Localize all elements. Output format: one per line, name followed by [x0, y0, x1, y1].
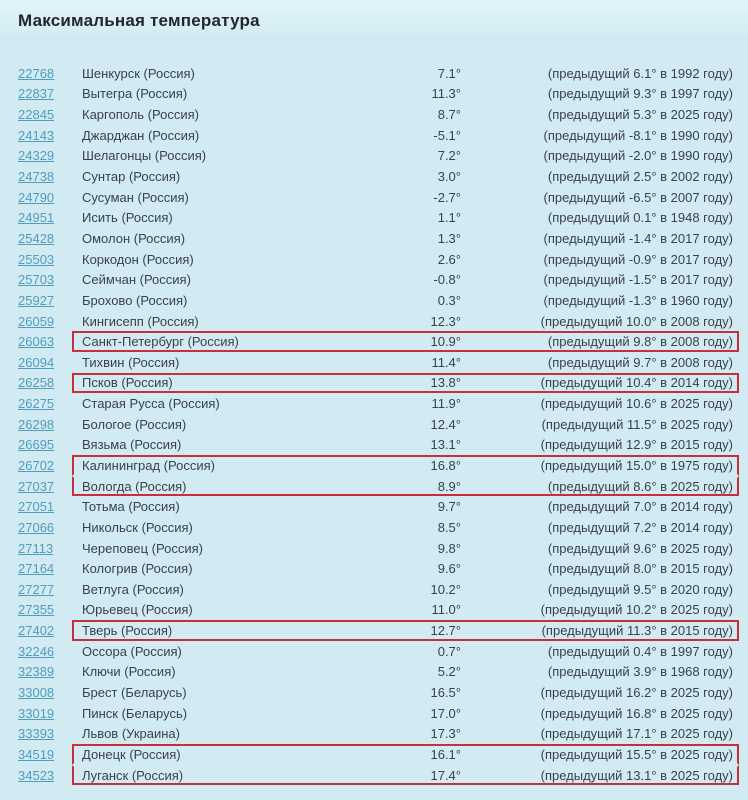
station-name: Юрьевец (Россия) — [82, 602, 193, 618]
row-content — [72, 311, 739, 332]
station-id-link[interactable]: 27051 — [18, 499, 55, 515]
station-id-link[interactable]: 24143 — [18, 127, 55, 143]
station-id-link[interactable]: 27113 — [18, 540, 54, 556]
table-row — [0, 331, 748, 352]
station-id-cell — [0, 104, 72, 125]
station-id-link[interactable]: 25703 — [18, 272, 55, 288]
station-name: Донецк (Россия) — [82, 746, 181, 762]
table-row — [0, 269, 748, 290]
station-prev-record: (предыдущий 9.7° в 2008 году) — [547, 354, 733, 370]
station-id-link[interactable]: 32389 — [18, 664, 55, 680]
station-id-cell — [0, 682, 72, 703]
station-id-link[interactable]: 26275 — [18, 396, 55, 412]
station-id-cell — [0, 228, 72, 249]
row-content — [72, 104, 739, 125]
station-id-cell — [0, 724, 72, 745]
station-prev-record: (предыдущий 12.9° в 2015 году) — [540, 437, 733, 453]
station-id-link[interactable]: 26059 — [18, 313, 55, 329]
table-row — [0, 104, 748, 125]
table-row — [0, 455, 748, 476]
station-id-link[interactable]: 34523 — [18, 767, 55, 783]
station-name: Сусуман (Россия) — [82, 189, 189, 205]
record-highlight-box — [72, 744, 739, 765]
station-prev-record: (предыдущий 15.5° в 2025 году) — [540, 746, 733, 762]
row-content — [72, 579, 739, 600]
station-prev-record: (предыдущий 7.2° в 2014 году) — [547, 519, 733, 535]
station-id-link[interactable]: 27164 — [18, 561, 55, 577]
station-name: Тверь (Россия) — [82, 623, 173, 639]
station-temp: 7.2° — [437, 148, 461, 164]
table-row — [0, 290, 748, 311]
table-row — [0, 496, 748, 517]
station-temp: 17.4° — [430, 767, 461, 783]
station-name: Череповец (Россия) — [82, 540, 203, 556]
station-id-cell — [0, 662, 72, 683]
station-id-cell — [0, 290, 72, 311]
table-row — [0, 84, 748, 105]
station-name: Вологда (Россия) — [82, 478, 187, 494]
station-prev-record: (предыдущий 8.6° в 2025 году) — [547, 478, 733, 494]
station-prev-record: (предыдущий -8.1° в 1990 году) — [543, 127, 733, 143]
table-row — [0, 744, 748, 765]
station-id-cell — [0, 414, 72, 435]
station-name: Шенкурск (Россия) — [82, 65, 195, 81]
table-row — [0, 435, 748, 456]
station-prev-record: (предыдущий 9.8° в 2008 году) — [547, 334, 733, 350]
record-highlight-box — [72, 455, 739, 476]
station-temp: 9.6° — [437, 561, 461, 577]
station-prev-record: (предыдущий 10.2° в 2025 году) — [540, 602, 733, 618]
station-id-cell — [0, 311, 72, 332]
station-id-cell — [0, 393, 72, 414]
station-prev-record: (предыдущий 0.1° в 1948 году) — [547, 210, 733, 226]
row-content — [72, 207, 739, 228]
station-temp: 8.9° — [437, 478, 461, 494]
table-row — [0, 373, 748, 394]
station-temp: 9.7° — [437, 499, 461, 515]
table-row — [0, 146, 748, 167]
table-row — [0, 682, 748, 703]
station-temp: -5.1° — [433, 127, 461, 143]
station-temp: 8.5° — [437, 519, 461, 535]
record-highlight-box — [72, 620, 739, 641]
station-prev-record: (предыдущий 10.4° в 2014 году) — [540, 375, 733, 391]
row-content — [72, 703, 739, 724]
station-temp: 10.9° — [430, 334, 461, 350]
row-content — [72, 496, 739, 517]
table-row — [0, 476, 748, 497]
station-id-link[interactable]: 26094 — [18, 354, 55, 370]
station-name: Коркодон (Россия) — [82, 251, 194, 267]
station-temp: 11.4° — [431, 354, 461, 370]
table-row — [0, 600, 748, 621]
station-prev-record: (предыдущий 5.3° в 2025 году) — [547, 107, 733, 123]
station-name: Луганск (Россия) — [82, 767, 184, 783]
station-name: Исить (Россия) — [82, 210, 173, 226]
station-id-link[interactable]: 33393 — [18, 726, 55, 742]
station-temp: 16.5° — [430, 685, 461, 701]
station-id-cell — [0, 558, 72, 579]
table-row — [0, 125, 748, 146]
station-temp: 3.0° — [437, 169, 461, 185]
row-content — [72, 228, 739, 249]
station-id-link[interactable]: 22768 — [18, 65, 55, 81]
table-row — [0, 207, 748, 228]
station-id-cell — [0, 249, 72, 270]
station-id-cell — [0, 600, 72, 621]
table-row — [0, 63, 748, 84]
station-id-link[interactable]: 25503 — [18, 251, 55, 267]
station-temp: 5.2° — [437, 664, 461, 680]
station-id-link[interactable]: 32246 — [18, 643, 55, 659]
station-id-link[interactable]: 24738 — [18, 169, 55, 185]
station-prev-record: (предыдущий 9.5° в 2020 году) — [547, 581, 733, 597]
station-id-cell — [0, 125, 72, 146]
record-highlight-box — [72, 476, 739, 497]
station-temp: 12.3° — [430, 313, 461, 329]
station-prev-record: (предыдущий -1.5° в 2017 году) — [543, 272, 733, 288]
station-id-link[interactable]: 33019 — [18, 705, 55, 721]
station-id-link[interactable]: 24951 — [18, 210, 55, 226]
station-prev-record: (предыдущий 3.9° в 1968 году) — [547, 664, 733, 680]
station-temp: 9.8° — [437, 540, 461, 556]
station-id-link[interactable]: 24790 — [18, 189, 55, 205]
row-content — [72, 435, 739, 456]
row-content — [72, 600, 739, 621]
station-id-cell — [0, 620, 72, 641]
station-temp: 8.7° — [437, 107, 461, 123]
station-id-link[interactable]: 25428 — [18, 230, 55, 246]
station-id-cell — [0, 63, 72, 84]
station-id-cell — [0, 579, 72, 600]
station-temp: -2.7° — [433, 189, 461, 205]
row-content — [72, 517, 739, 538]
station-id-cell — [0, 703, 72, 724]
row-content — [72, 538, 739, 559]
station-prev-record: (предыдущий 9.3° в 1997 году) — [547, 86, 733, 102]
station-id-link[interactable]: 27277 — [18, 581, 55, 597]
station-prev-record: (предыдущий 8.0° в 2015 году) — [547, 561, 733, 577]
station-id-cell — [0, 187, 72, 208]
table-row — [0, 414, 748, 435]
station-prev-record: (предыдущий -0.9° в 2017 году) — [543, 251, 733, 267]
station-id-cell — [0, 166, 72, 187]
station-id-cell — [0, 517, 72, 538]
station-id-link[interactable]: 24329 — [18, 148, 55, 164]
station-temp: 12.4° — [430, 416, 461, 432]
station-id-link[interactable]: 26702 — [18, 457, 55, 473]
page-title: Максимальная температура — [18, 11, 260, 30]
station-name: Никольск (Россия) — [82, 519, 193, 535]
station-name: Санкт-Петербург (Россия) — [82, 334, 239, 350]
row-content — [72, 166, 739, 187]
station-name: Шелагонцы (Россия) — [82, 148, 207, 164]
station-prev-record: (предыдущий 16.2° в 2025 году) — [540, 685, 733, 701]
station-id-cell — [0, 331, 72, 352]
station-prev-record: (предыдущий 0.4° в 1997 году) — [547, 643, 733, 659]
station-temp: 16.8° — [430, 457, 461, 473]
station-id-link[interactable]: 27066 — [18, 519, 55, 535]
station-id-cell — [0, 146, 72, 167]
table-row — [0, 249, 748, 270]
station-prev-record: (предыдущий -1.4° в 2017 году) — [543, 230, 733, 246]
row-content — [72, 290, 739, 311]
station-temp: 12.7° — [430, 623, 461, 639]
station-name: Омолон (Россия) — [82, 230, 186, 246]
station-temp: 11.0° — [431, 602, 461, 618]
row-content — [72, 249, 739, 270]
station-temp: 1.1° — [437, 210, 461, 226]
table-row — [0, 393, 748, 414]
row-content — [72, 393, 739, 414]
station-id-link[interactable]: 26063 — [18, 334, 55, 350]
row-content — [72, 146, 739, 167]
station-name: Джарджан (Россия) — [82, 127, 200, 143]
table-row — [0, 311, 748, 332]
station-prev-record: (предыдущий 16.8° в 2025 году) — [540, 705, 733, 721]
station-id-cell — [0, 435, 72, 456]
station-temp: 7.1° — [437, 65, 461, 81]
station-name: Вытегра (Россия) — [82, 86, 188, 102]
station-id-cell — [0, 744, 72, 765]
station-id-cell — [0, 207, 72, 228]
table-row — [0, 620, 748, 641]
station-name: Калининград (Россия) — [82, 457, 215, 473]
station-id-cell — [0, 476, 72, 497]
station-id-link[interactable]: 34519 — [18, 746, 55, 762]
station-id-cell — [0, 373, 72, 394]
station-id-link[interactable]: 22837 — [18, 86, 55, 102]
station-name: Кологрив (Россия) — [82, 561, 193, 577]
station-id-link[interactable]: 27355 — [18, 602, 55, 618]
record-highlight-box — [72, 765, 739, 786]
station-temp: 11.9° — [431, 396, 461, 412]
station-prev-record: (предыдущий -2.0° в 1990 году) — [543, 148, 733, 164]
station-temp: 1.3° — [437, 230, 461, 246]
station-name: Ветлуга (Россия) — [82, 581, 184, 597]
station-id-cell — [0, 538, 72, 559]
station-name: Сеймчан (Россия) — [82, 272, 191, 288]
station-id-link[interactable]: 25927 — [18, 292, 55, 308]
station-temp: 0.7° — [437, 643, 461, 659]
station-id-cell — [0, 269, 72, 290]
table-row — [0, 662, 748, 683]
table-row — [0, 187, 748, 208]
station-name: Вязьма (Россия) — [82, 437, 182, 453]
stations-table — [0, 63, 748, 785]
table-row — [0, 724, 748, 745]
station-name: Каргополь (Россия) — [82, 107, 199, 123]
station-prev-record: (предыдущий 9.6° в 2025 году) — [547, 540, 733, 556]
row-content — [72, 558, 739, 579]
station-id-link[interactable]: 26695 — [18, 437, 55, 453]
station-id-cell — [0, 641, 72, 662]
station-prev-record: (предыдущий 2.5° в 2002 году) — [547, 169, 733, 185]
station-id-cell — [0, 352, 72, 373]
table-row — [0, 579, 748, 600]
station-temp: 16.1° — [430, 746, 461, 762]
station-id-link[interactable]: 27037 — [18, 478, 55, 494]
station-temp: 17.0° — [430, 705, 461, 721]
station-name: Ключи (Россия) — [82, 664, 176, 680]
row-content — [72, 414, 739, 435]
table-row — [0, 558, 748, 579]
station-temp: 10.2° — [430, 581, 461, 597]
station-name: Тотьма (Россия) — [82, 499, 180, 515]
station-temp: 13.1° — [430, 437, 461, 453]
station-id-cell — [0, 455, 72, 476]
station-name: Старая Русса (Россия) — [82, 396, 220, 412]
row-content — [72, 63, 739, 84]
station-name: Сунтар (Россия) — [82, 169, 181, 185]
table-row — [0, 166, 748, 187]
station-prev-record: (предыдущий 11.5° в 2025 году) — [541, 416, 733, 432]
station-id-link[interactable]: 26298 — [18, 416, 55, 432]
record-highlight-box — [72, 331, 739, 352]
station-id-link[interactable]: 26258 — [18, 375, 55, 391]
station-temp: 2.6° — [437, 251, 461, 267]
table-row — [0, 641, 748, 662]
station-temp: 17.3° — [430, 726, 461, 742]
row-content — [72, 187, 739, 208]
station-id-link[interactable]: 33008 — [18, 685, 55, 701]
station-id-link[interactable]: 22845 — [18, 107, 55, 123]
station-prev-record: (предыдущий 7.0° в 2014 году) — [547, 499, 733, 515]
station-prev-record: (предыдущий 6.1° в 1992 году) — [547, 65, 733, 81]
row-content — [72, 641, 739, 662]
station-name: Львов (Украина) — [82, 726, 180, 742]
station-name: Брест (Беларусь) — [82, 685, 187, 701]
station-temp: 0.3° — [437, 292, 461, 308]
station-prev-record: (предыдущий 13.1° в 2025 году) — [540, 767, 733, 783]
station-temp: 11.3° — [431, 86, 461, 102]
station-prev-record: (предыдущий 10.6° в 2025 году) — [540, 396, 733, 412]
station-id-cell — [0, 84, 72, 105]
station-id-cell — [0, 765, 72, 786]
table-row — [0, 765, 748, 786]
station-temp: 13.8° — [430, 375, 461, 391]
table-row — [0, 703, 748, 724]
station-prev-record: (предыдущий -6.5° в 2007 году) — [543, 189, 733, 205]
table-row — [0, 538, 748, 559]
row-content — [72, 724, 739, 745]
station-prev-record: (предыдущий -1.3° в 1960 году) — [543, 292, 733, 308]
station-id-cell — [0, 496, 72, 517]
record-highlight-box — [72, 373, 739, 394]
table-row — [0, 517, 748, 538]
station-name: Кингисепп (Россия) — [82, 313, 199, 329]
row-content — [72, 682, 739, 703]
station-name: Пинск (Беларусь) — [82, 705, 188, 721]
table-row — [0, 228, 748, 249]
station-id-link[interactable]: 27402 — [18, 623, 55, 639]
row-content — [72, 84, 739, 105]
station-name: Брохово (Россия) — [82, 292, 188, 308]
station-prev-record: (предыдущий 11.3° в 2015 году) — [541, 623, 733, 639]
station-name: Тихвин (Россия) — [82, 354, 180, 370]
station-name: Псков (Россия) — [82, 375, 173, 391]
row-content — [72, 269, 739, 290]
station-prev-record: (предыдущий 15.0° в 1975 году) — [540, 457, 733, 473]
station-prev-record: (предыдущий 10.0° в 2008 году) — [540, 313, 733, 329]
station-name: Бологое (Россия) — [82, 416, 187, 432]
station-temp: -0.8° — [433, 272, 461, 288]
row-content — [72, 125, 739, 146]
row-content — [72, 352, 739, 373]
table-row — [0, 352, 748, 373]
row-content — [72, 662, 739, 683]
station-prev-record: (предыдущий 17.1° в 2025 году) — [540, 726, 733, 742]
station-name: Оссора (Россия) — [82, 643, 182, 659]
